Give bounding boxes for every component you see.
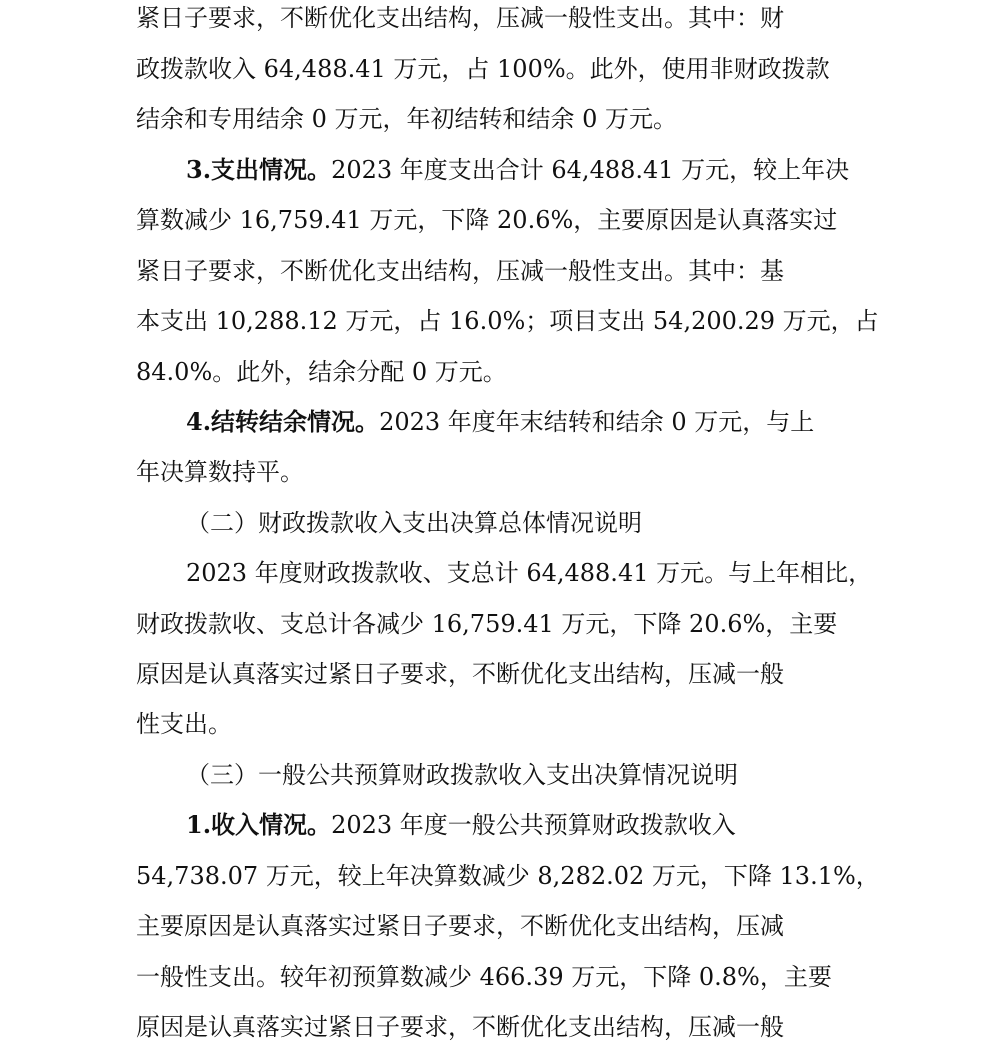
- line-text: 财政拨款收、支总计各减少 16,759.41 万元，下降 20.6%，主要: [136, 610, 838, 638]
- subsection-heading: [186, 498, 642, 548]
- paragraph-line: [136, 901, 784, 951]
- line-text: （三）一般公共预算财政拨款收入支出决算情况说明: [186, 761, 738, 789]
- paragraph-line: [136, 599, 837, 649]
- line-text: 原因是认真落实过紧日子要求，不断优化支出结构，压减一般: [136, 1013, 784, 1041]
- paragraph-line: [136, 851, 880, 901]
- paragraph-line: [136, 296, 879, 346]
- paragraph-line: [186, 145, 849, 195]
- line-text: （二）财政拨款收入支出决算总体情况说明: [186, 509, 642, 537]
- paragraph-line: [186, 397, 814, 447]
- paragraph-line: [136, 0, 784, 43]
- paragraph-line: [136, 649, 784, 699]
- line-text: 2023 年度财政拨款收、支总计 64,488.41 万元。与上年相比，: [186, 559, 873, 587]
- line-text: 一般性支出。较年初预算数减少 466.39 万元，下降 0.8%，主要: [136, 963, 832, 991]
- section-heading: 1.收入情况。: [186, 810, 332, 839]
- line-text: 2023 年度支出合计 64,488.41 万元，较上年决: [331, 156, 850, 184]
- line-text: 本支出 10,288.12 万元，占 16.0%；项目支出 54,200.29 万元，占: [136, 307, 879, 335]
- line-text: 紧日子要求，不断优化支出结构，压减一般性支出。其中：基: [136, 257, 784, 285]
- paragraph-line: [136, 44, 830, 94]
- paragraph-line: [136, 952, 832, 1002]
- line-text: 54,738.07 万元，较上年决算数减少 8,282.02 万元，下降 13.1%，: [136, 862, 880, 890]
- subsection-heading: [186, 750, 738, 800]
- line-text: 政拨款收入 64,488.41 万元，占 100%。此外，使用非财政拨款: [136, 55, 830, 83]
- line-text: 算数减少 16,759.41 万元，下降 20.6%，主要原因是认真落实过: [136, 206, 838, 234]
- line-text: 性支出。: [136, 710, 232, 738]
- section-heading: 4.结转结余情况。: [186, 407, 380, 436]
- line-text: 2023 年度年末结转和结余 0 万元，与上: [379, 408, 815, 436]
- line-text: 主要原因是认真落实过紧日子要求，不断优化支出结构，压减: [136, 912, 784, 940]
- paragraph-line: [136, 195, 837, 245]
- line-text: 84.0%。此外，结余分配 0 万元。: [136, 358, 507, 386]
- paragraph-line: [136, 94, 677, 144]
- line-text: 紧日子要求，不断优化支出结构，压减一般性支出。其中：财: [136, 4, 784, 32]
- line-text: 结余和专用结余 0 万元，年初结转和结余 0 万元。: [136, 105, 678, 133]
- paragraph-line: [186, 800, 736, 850]
- line-text: 年决算数持平。: [136, 458, 304, 486]
- paragraph-line: [136, 447, 304, 497]
- line-text: 原因是认真落实过紧日子要求，不断优化支出结构，压减一般: [136, 660, 784, 688]
- section-heading: 3.支出情况。: [186, 155, 332, 184]
- line-text: 2023 年度一般公共预算财政拨款收入: [331, 811, 736, 839]
- paragraph-line: [136, 347, 507, 397]
- paragraph-line: [136, 246, 784, 296]
- paragraph-line: [186, 548, 872, 598]
- paragraph-line: [136, 699, 232, 749]
- paragraph-line: [136, 1002, 784, 1052]
